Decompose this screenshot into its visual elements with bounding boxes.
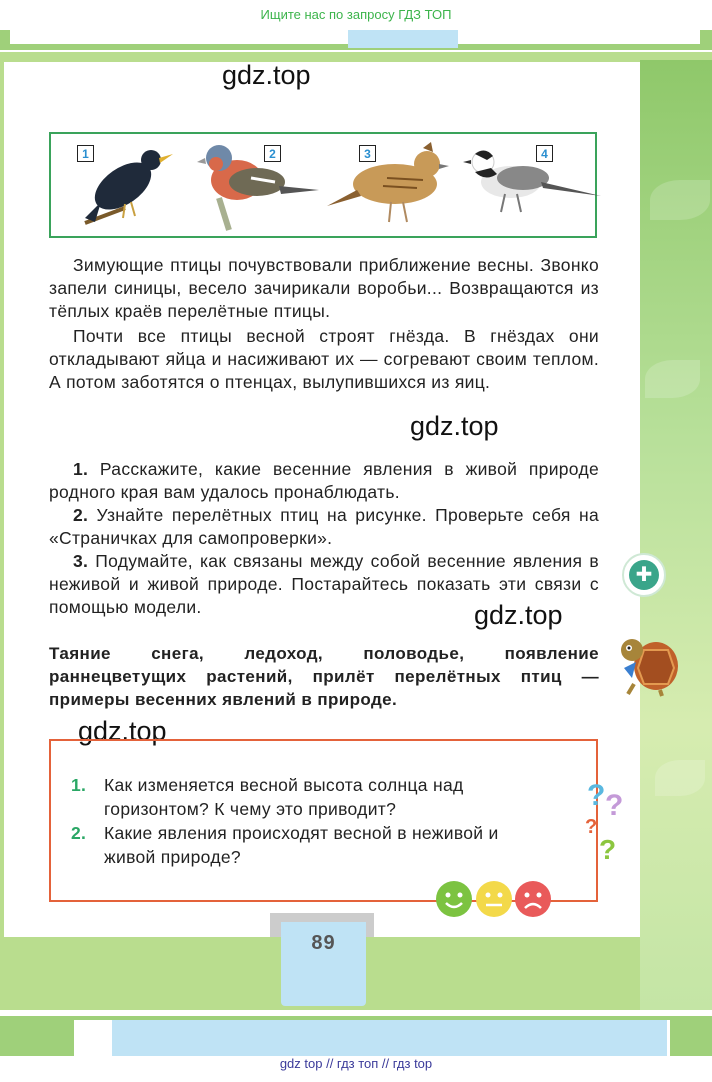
watermark: gdz.top [474,600,563,630]
question-number: 1. [71,775,87,795]
task-text: Узнайте перелётных птиц на рисунке. Проверьте себя на «Страничках для самопроверки». [49,505,599,548]
task-item [49,458,599,504]
task-number: 1. [73,459,89,479]
watermark: gdz.top [222,60,311,90]
chaffinch-illustration [189,138,324,234]
question-item [71,821,541,869]
birds-illustration [49,132,597,238]
question-text: Какие явления происходят весной в неживой и живой природе? [104,823,499,867]
neutral-face-icon[interactable] [476,881,512,917]
watermark: gdz.top [78,716,167,746]
bird-number: 2 [264,145,281,162]
bird-number: 3 [359,145,376,162]
footer-links[interactable]: gdz top // гдз топ // гдз top [0,1056,712,1082]
task-number: 3. [73,551,89,571]
top-banner-text: Ищите нас по запросу ГДЗ ТОП [260,7,452,22]
tasks-list [49,458,599,619]
task-text: Расскажите, какие весенние явления в живой природе родного края вам удалось пронаблюдать. [49,459,599,502]
paragraph: Зимующие птицы почувствовали приближение весны. Звонко запели синицы, весело зачирикали воробьи... Возвращаются из тёплых краёв перелётные птицы. [49,255,599,321]
happy-face-icon[interactable] [436,881,472,917]
starling-illustration [65,138,175,234]
skylark-illustration [327,138,462,234]
prev-page-edge [0,30,712,50]
puzzle-icon: ✚ [622,553,666,597]
bird-number: 4 [536,145,553,162]
question-text: Как изменяется весной высота солнца над горизонтом? К чему это приводит? [104,775,464,819]
svg-text:?: ? [605,789,624,822]
question-marks-icon [583,775,633,865]
page-number-text: 89 [311,932,336,954]
task-number: 2. [73,505,89,525]
right-margin-decoration [640,60,712,1010]
svg-text:?: ? [599,834,617,865]
conclusion-text: Таяние снега, ледоход, половодье, появление раннецветущих растений, прилёт перелётных птиц — примеры весенних явлений в природе. [49,644,599,709]
task-item [49,504,599,550]
task-text: Подумайте, как связаны между собой весенние явления в неживой и живой природе. Постарайтесь показать эти связи с помощью модели. [49,551,599,617]
wagtail-illustration [461,138,601,234]
question-item [71,773,541,821]
review-questions-box [49,739,598,902]
sad-face-icon[interactable] [515,881,551,917]
paragraph: Почти все птицы весной строят гнёзда. В гнёздах они откладывают яйца и насиживают их — согревают своим теплом. А потом заботятся о птенцах, вылупившихся из яиц. [49,326,599,392]
svg-text:?: ? [587,779,606,812]
next-page-edge [0,1016,712,1056]
bird-number: 1 [77,145,94,162]
question-number: 2. [71,823,87,843]
svg-text:?: ? [585,816,598,838]
turtle-mascot-icon [614,628,680,698]
main-text [49,254,599,394]
top-banner[interactable] [0,0,712,30]
page-number [281,922,366,1006]
watermark: gdz.top [410,411,499,441]
